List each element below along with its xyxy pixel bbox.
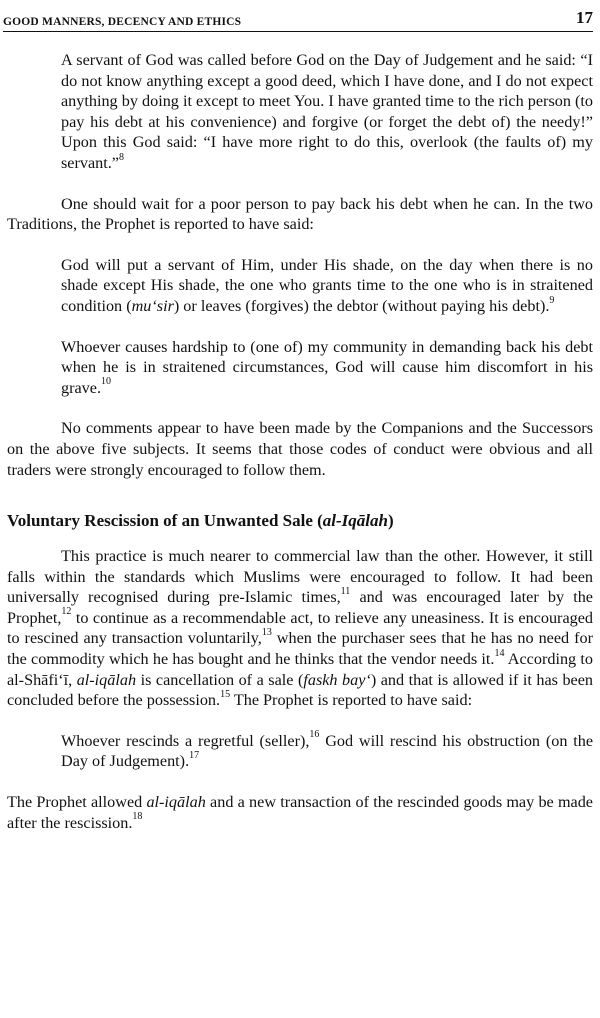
footnote-ref-15: 15 <box>220 688 231 700</box>
running-header <box>3 6 593 32</box>
footnote-ref-10: 10 <box>101 376 111 388</box>
section-heading: Voluntary Rescission of an Unwanted Sale (al-Iqālah) <box>7 511 394 531</box>
footnote-ref-8: 8 <box>118 151 124 163</box>
paragraph-8: The Prophet allowed al-iqālah and a new transaction of the rescinded goods may be made after the rescission.$^{18}$ <box>7 793 593 832</box>
quote-paragraph-4: Whoever causes hardship to (one of) my community in demanding back his debt when he is in straitened circumstances, God will cause him discomfort in his grave.$^{10}$ <box>61 337 593 397</box>
heading-term: al-Iqālah <box>322 511 388 531</box>
term-musir: mu‘sir <box>131 296 174 315</box>
quote-paragraph-3: God will put a servant of Him, under His shade, on the day when there is no shade except His shade, the one who grants time to the one who is in straitened condition (mu‘sir) or leaves (forgives) the debtor (without paying his debt).$^9$ <box>61 255 593 315</box>
footnote-ref-17: 17 <box>189 750 200 762</box>
term-al-iqalah-2: al-iqālah <box>146 793 206 812</box>
footnote-ref-18: 18 <box>132 811 143 823</box>
footnote-ref-12: 12 <box>61 606 72 618</box>
quote-paragraph-1: A servant of God was called before God on the Day of Judgement and he said: “I do not know anything except a good deed, which I have done, and I do not expect anything by doing it except to meet You. I have granted time to the rich person (to pay his debt at his convenience) and forgive (or forget the debt of) the needy!” Upon this God said: “I have more right to do this, overlook (the faults of) my servant.”$^8$ <box>61 51 593 172</box>
running-title: GOOD MANNERS, DECENCY AND ETHICS <box>3 16 242 28</box>
term-al-iqalah: al-iqālah <box>76 670 137 689</box>
quote-paragraph-7: Whoever rescinds a regretful (seller),$^{16}$ God will rescind his obstruction (on the Day of Judgement).$^{17}$ <box>61 729 594 771</box>
paragraph-2: One should wait for a poor person to pay back his debt when he can. In the two Traditions, the Prophet is reported to have said: <box>7 194 593 234</box>
term-faskh-bay: faskh bay‘ <box>303 670 371 689</box>
paragraph-6: This practice is much nearer to commercial law than the other. However, it still falls within the standards which Muslims were encouraged to follow. It had been universally recognised during pre-Islamic times,$^{11}$ and was encouraged later by the Prophet,$^{12}$ to continue as a recommendable act, to relieve any uneasiness. It is encouraged to rescined any transaction voluntarily,$^{13}$ when the purchaser sees that he has no need for the commodity which he has bought and he thinks that the vendor needs it.$^{14}$ According to al-Shāfi‘ī, al-iqālah is cancellation of a sale (faskh bay‘) and that is allowed if it has been concluded before the possession.$^{15}$ The Prophet is reported to have said: <box>7 547 594 710</box>
footnote-ref-11: 11 <box>340 585 351 597</box>
page-body <box>7 50 593 833</box>
footnote-ref-16: 16 <box>309 729 320 741</box>
footnote-ref-14: 14 <box>494 647 505 659</box>
footnote-ref-13: 13 <box>261 627 272 639</box>
footnote-ref-9: 9 <box>549 294 555 306</box>
paragraph-5: No comments appear to have been made by the Companions and the Successors on the above five subjects. It seems that those codes of conduct were obvious and all traders were strongly encouraged to follow them. <box>7 419 593 479</box>
page-number: 17 <box>576 8 593 27</box>
